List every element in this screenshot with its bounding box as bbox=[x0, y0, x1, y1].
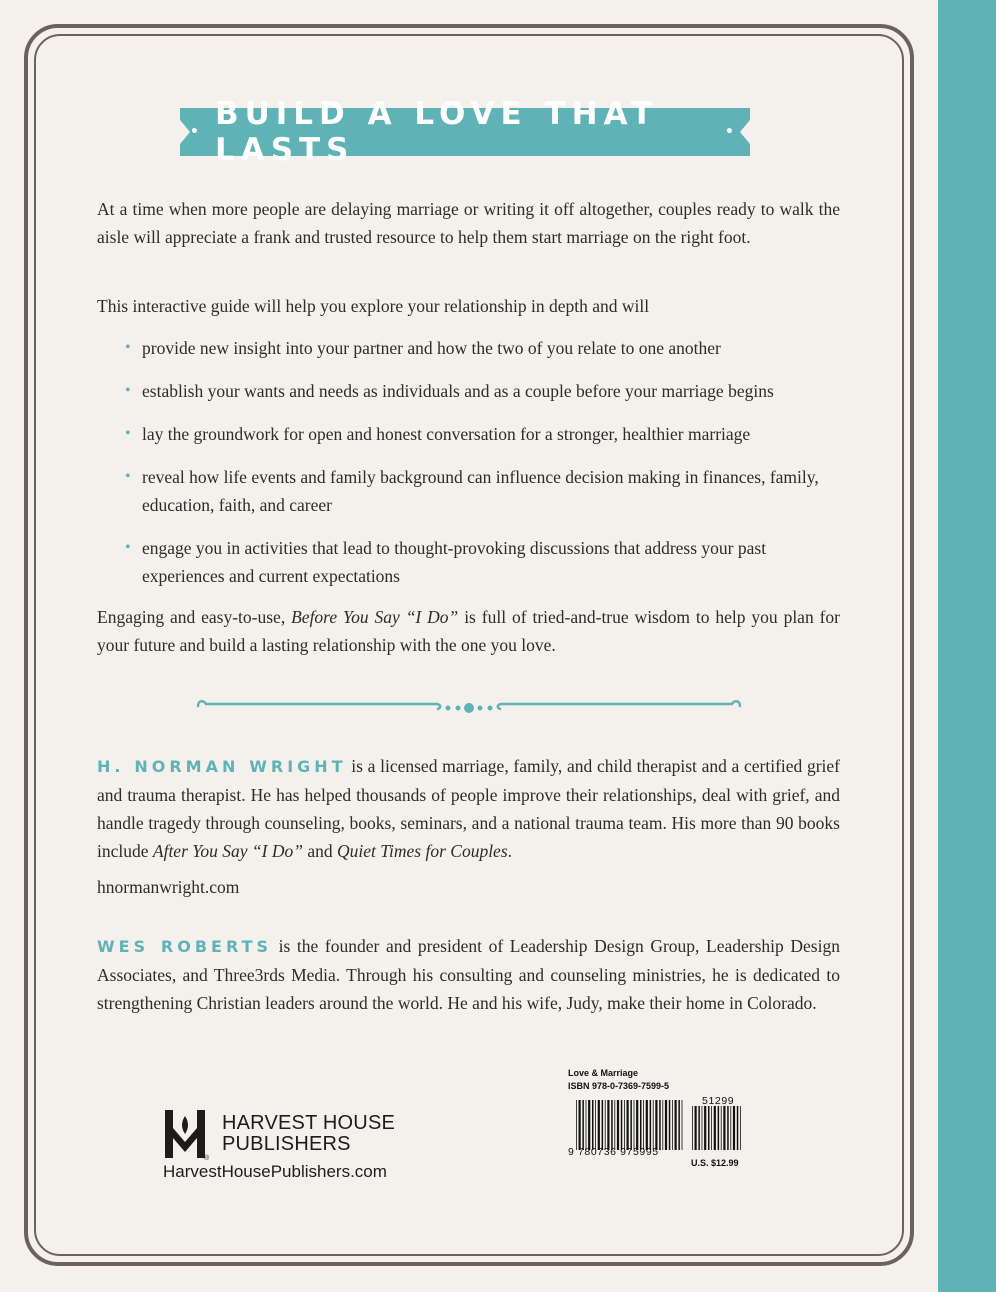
author2-name: WES ROBERTS bbox=[97, 937, 272, 956]
benefit-list bbox=[97, 334, 840, 605]
publisher-name: HARVEST HOUSE PUBLISHERS bbox=[222, 1112, 396, 1155]
bullet-icon: • bbox=[125, 425, 131, 442]
barcode-number: 9 780736 975995 bbox=[568, 1146, 659, 1158]
ornamental-divider bbox=[196, 695, 742, 723]
barcode-block bbox=[560, 1060, 760, 1175]
barcode-category: Love & Marriage bbox=[568, 1068, 639, 1078]
list-item: • engage you in activities that lead to thought-provoking discussions that address your past experiences and current expectations bbox=[97, 534, 840, 590]
barcode-addon-icon bbox=[692, 1106, 744, 1150]
closing-paragraph: Engaging and easy-to-use, Before You Say “I Do” is full of tried-and-true wisdom to help you plan for your future and build a lasting relationship with the one you love. bbox=[97, 607, 841, 655]
barcode-addon-number: 51299 bbox=[702, 1095, 735, 1107]
list-item: • reveal how life events and family background can influence decision making in finances, family, education, faith, and career bbox=[97, 463, 840, 519]
banner-dot-left: • bbox=[190, 124, 205, 140]
banner-title: BUILD A LOVE THAT LASTS bbox=[214, 96, 659, 168]
title-banner bbox=[180, 96, 750, 168]
book-title: Before You Say “I Do” bbox=[291, 607, 459, 627]
list-item: • provide new insight into your partner and how the two of you relate to one another bbox=[97, 334, 840, 362]
bullet-icon: • bbox=[125, 539, 131, 556]
list-item: • establish your wants and needs as individuals and as a couple before your marriage begins bbox=[97, 377, 840, 405]
author1-name: H. NORMAN WRIGHT bbox=[97, 757, 347, 776]
bullet-icon: • bbox=[125, 339, 131, 356]
lead-paragraph: This interactive guide will help you explore your relationship in depth and will bbox=[97, 296, 650, 316]
registered-mark: ® bbox=[204, 1155, 210, 1162]
author1-book2: Quiet Times for Couples bbox=[337, 841, 508, 861]
publisher-website: HarvestHousePublishers.com bbox=[163, 1162, 387, 1181]
banner-dot-right: • bbox=[725, 124, 740, 140]
barcode-isbn: ISBN 978-0-7369-7599-5 bbox=[568, 1081, 670, 1091]
barcode-price: U.S. $12.99 bbox=[691, 1158, 739, 1168]
banner-notch-right bbox=[740, 120, 750, 144]
author1-bio: H. NORMAN WRIGHT is a licensed marriage, family, and child therapist and a certified grief and trauma therapist. He has helped thousands of people improve their relationships, deal with grief, and handle tragedy through counseling, books, seminars, and a national trauma team. His more than 90 books include After You Say “I Do” and Quiet Times for Couples. bbox=[97, 756, 840, 861]
bullet-icon: • bbox=[125, 468, 131, 485]
harvest-house-logo-icon bbox=[163, 1108, 210, 1162]
bullet-icon: • bbox=[125, 382, 131, 399]
intro-paragraph: At a time when more people are delaying marriage or writing it off altogether, couples ready to walk the aisle will appreciate a frank and trusted resource to help them start marriage on the right foot. bbox=[97, 199, 840, 247]
banner-notch-left bbox=[180, 120, 190, 144]
author1-book1: After You Say “I Do” bbox=[152, 841, 303, 861]
barcode-main-icon bbox=[576, 1100, 684, 1150]
book-spine bbox=[938, 0, 996, 1292]
list-item: • lay the groundwork for open and honest conversation for a stronger, healthier marriage bbox=[97, 420, 840, 448]
author2-bio: WES ROBERTS is the founder and president of Leadership Design Group, Leadership Design Associates, and Three3rds Media. Through his consulting and counseling ministries, he is dedicated to strengthening Christian leaders around the world. He and his wife, Judy, make their home in Colorado. bbox=[97, 936, 840, 1013]
author1-website: hnormanwright.com bbox=[97, 877, 240, 897]
